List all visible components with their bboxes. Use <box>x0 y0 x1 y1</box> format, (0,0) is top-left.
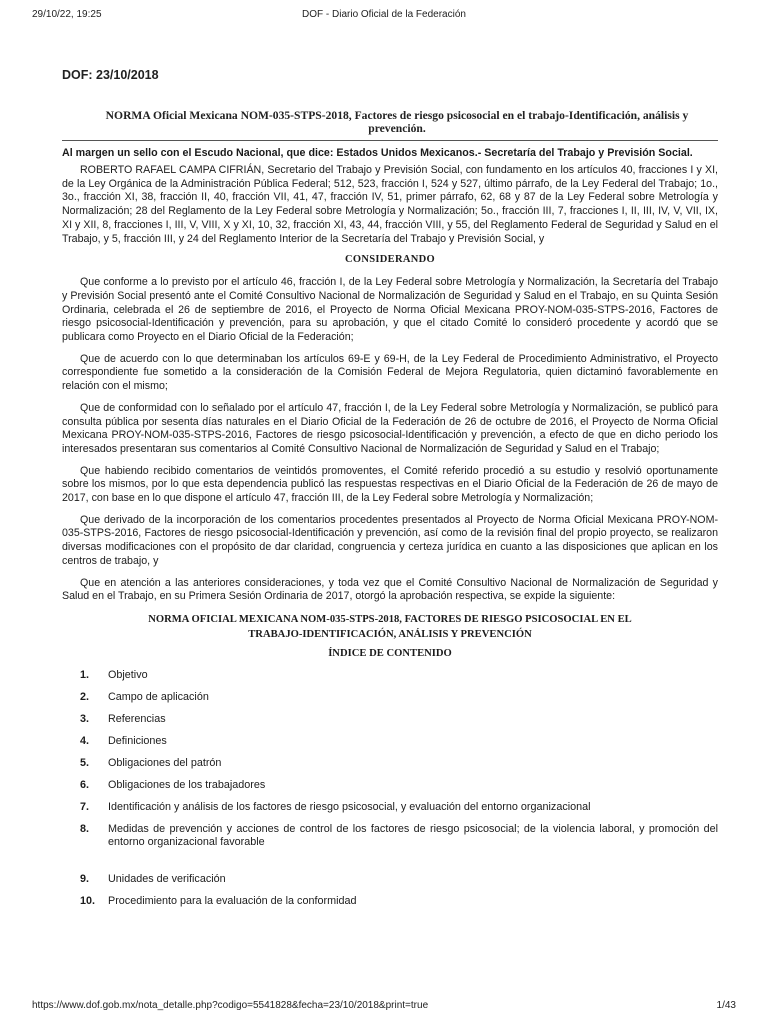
index-item-text: Objetivo <box>108 668 148 681</box>
considerando-paragraph: Que habiendo recibido comentarios de veintidós promoventes, el Comité referido procedió a su estudio y resolvió oportunamente sobre los mismos, por lo que esta dependencia publicó las respuestas respectivas en el Diario Oficial de la Federación de 26 de mayo de 2017, con base en lo que dispone el artículo 47, fracción III, de la Ley Federal sobre Metrología y Normalización; <box>62 464 718 505</box>
considerando-paragraph: Que en atención a las anteriores consideraciones, y toda vez que el Comité Consultivo Nacional de Normalización de Seguridad y Salud en el Trabajo, en su Primera Sesión Ordinaria de 2017, otorgó la aprobación respectiva, se expide la siguiente: <box>62 576 718 603</box>
print-url: https://www.dof.gob.mx/nota_detalle.php?codigo=5541828&fecha=23/10/2018&print=true <box>32 1000 429 1011</box>
print-datetime: 29/10/22, 19:25 <box>32 9 102 20</box>
index-item-text: Obligaciones del patrón <box>108 756 222 769</box>
considerando-paragraph: Que de conformidad con lo señalado por el artículo 47, fracción I, de la Ley Federal sobre Metrología y Normalización, se publicó para consulta pública por sesenta días naturales en el Diario Oficial de la Federación de 26 de octubre de 2016, el Proyecto de Norma Oficial Mexicana PROY-NOM-035-STPS-2016, Factores de riesgo psicosocial-Identificación y prevención, a efecto de que en dicho periodo los interesados presentaran sus comentarios al Comité Consultivo Nacional de Normalización de Seguridad y Salud en el Trabajo; <box>62 401 718 455</box>
index-item-text: Referencias <box>108 712 166 725</box>
title-divider <box>62 140 718 141</box>
index-item-number: 5. <box>80 756 90 769</box>
index-item-text: Definiciones <box>108 734 167 747</box>
index-item-text: Identificación y análisis de los factores de riesgo psicosocial, y evaluación del entorno organizacional <box>108 800 591 813</box>
index-item <box>62 873 718 887</box>
index-item-text: Campo de aplicación <box>108 690 209 703</box>
considerando-heading: CONSIDERANDO <box>345 254 435 266</box>
index-item-text: Medidas de prevención y acciones de control de los factores de riesgo psicosocial; de la violencia laboral, y promoción del entorno organizacional favorable <box>108 822 718 849</box>
considerando-paragraph: Que de acuerdo con lo que determinaban los artículos 69-E y 69-H, de la Ley Federal de Procedimiento Administrativo, el Proyecto correspondiente fue sometido a la consideración de la Comisión Federal de Mejora Regulatoria, quien dictaminó favorablemente en relación con el mismo; <box>62 352 718 393</box>
print-footer <box>32 1000 736 1014</box>
print-page-title: DOF - Diario Oficial de la Federación <box>302 9 466 20</box>
index-item <box>62 757 718 771</box>
index-item-number: 9. <box>80 872 90 885</box>
index-item-number: 6. <box>80 778 90 791</box>
considerando-paragraph: Que derivado de la incorporación de los comentarios procedentes presentados al Proyecto de Norma Oficial Mexicana PROY-NOM-035-STPS-2016, Factores de riesgo psicosocial-Identificación y prevención, así como de la revisión final del propio proyecto, se realizaron diversas modificaciones con el propósito de dar claridad, congruencia y certeza jurídica en cuanto a las disposiciones que aplican en los centros de trabajo, y <box>62 513 718 567</box>
index-item-number: 3. <box>80 712 90 725</box>
index-item <box>62 713 718 727</box>
norma-heading-line: NORMA OFICIAL MEXICANA NOM-035-STPS-2018, FACTORES DE RIESGO PSICOSOCIAL EN EL <box>148 613 632 625</box>
norma-title: NORMA Oficial Mexicana NOM-035-STPS-2018, Factores de riesgo psicosocial en el trabajo-Identificación, análisis y prevención. <box>105 109 689 135</box>
index-item <box>62 669 718 683</box>
norma-heading <box>62 612 718 643</box>
index-item <box>62 801 718 815</box>
index-item-number: 8. <box>80 822 90 835</box>
index-item-number: 7. <box>80 800 90 813</box>
index-item-number: 10. <box>80 894 96 907</box>
index-item-text: Unidades de verificación <box>108 872 226 885</box>
dof-date: DOF: 23/10/2018 <box>62 68 159 82</box>
index-item <box>62 823 718 850</box>
intro-paragraph: ROBERTO RAFAEL CAMPA CIFRIÁN, Secretario del Trabajo y Previsión Social, con fundamento en los artículos 40, fracciones I y XI, de la Ley Orgánica de la Administración Pública Federal; 512, 523, fracción I, 524 y 527, último párrafo, de la Ley Federal del Trabajo; 1o., 3o., fracción XI, 38, fracción II, 40, fracción VII, 41, 47, fracción IV, 51, primer párrafo, 62, 68 y 87 de la Ley Federal sobre Metrología y Normalización; 28 del Reglamento de la Ley Federal sobre Metrología y Normalización; 5o., fracción III, 7, fracciones I, II, III, IV, V, VII, IX, XI y XII, 8, fracciones I, III, V, VIII, X y XI, 10, 32, fracción XI, 43, 44, fracción VIII, y 55, del Reglamento Federal de Seguridad y Salud en el Trabajo, y 5, fracción III, y 24 del Reglamento Interior de la Secretaría del Trabajo y Previsión Social, y <box>62 164 718 245</box>
index-item-text: Procedimiento para la evaluación de la conformidad <box>108 894 357 907</box>
sello-text: Al margen un sello con el Escudo Nacional, que dice: Estados Unidos Mexicanos.- Secretaría del Trabajo y Previsión Social. <box>62 147 693 159</box>
index-item-number: 1. <box>80 668 90 681</box>
index-list <box>62 669 718 909</box>
considerando-paragraph: Que conforme a lo previsto por el artículo 46, fracción I, de la Ley Federal sobre Metrología y Normalización, la Secretaría del Trabajo y Previsión Social presentó ante el Comité Consultivo Nacional de Normalización de Seguridad y Salud en el Trabajo, en su Quinta Sesión Ordinaria, celebrada el 26 de septiembre de 2016, el Proyecto de Norma Oficial Mexicana PROY-NOM-035-STPS-2016, Factores de riesgo psicosocial-Identificación y prevención, para su aprobación, y que el citado Comité lo consideró procedente y acordó que se publicara como Proyecto en el Diario Oficial de la Federación; <box>62 276 718 344</box>
index-item-text: Obligaciones de los trabajadores <box>108 778 266 791</box>
document-page <box>62 68 718 917</box>
index-item <box>62 691 718 705</box>
print-header <box>32 9 736 23</box>
index-item <box>62 895 718 909</box>
index-item-number: 2. <box>80 690 90 703</box>
index-item-number: 4. <box>80 734 90 747</box>
norma-heading-line: TRABAJO-IDENTIFICACIÓN, ANÁLISIS Y PREVENCIÓN <box>248 629 532 641</box>
index-heading: ÍNDICE DE CONTENIDO <box>328 647 452 659</box>
print-page-number: 1/43 <box>716 1000 736 1011</box>
index-item <box>62 779 718 793</box>
index-item <box>62 735 718 749</box>
